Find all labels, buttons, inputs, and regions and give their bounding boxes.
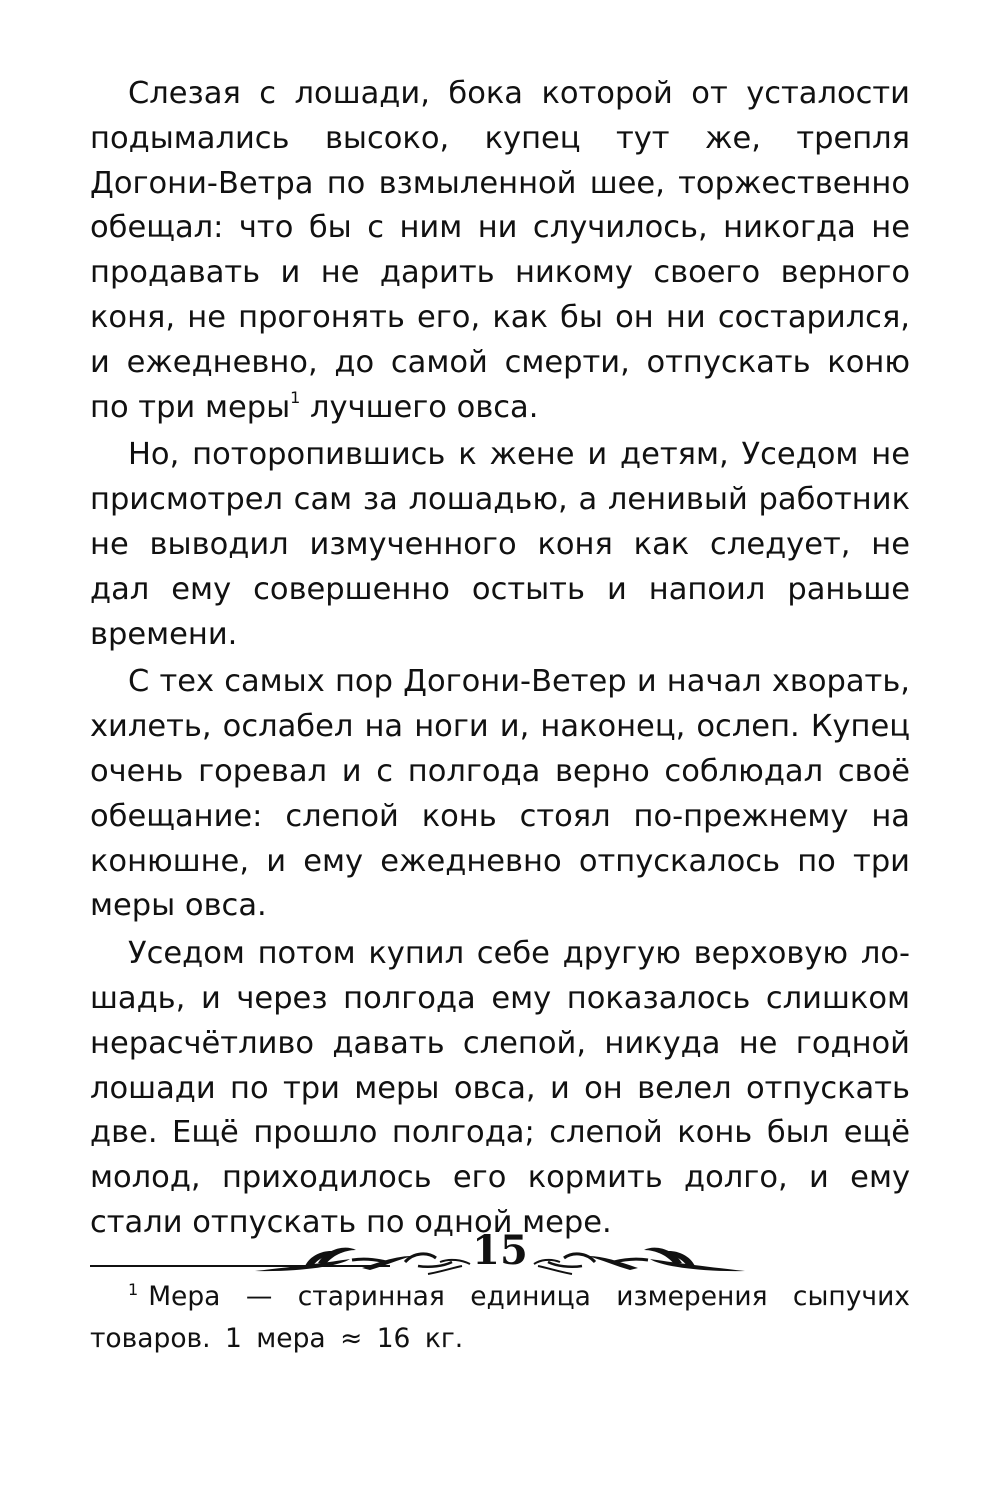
footnote-marker: 1 [128,1280,139,1299]
right-flourish-icon [534,1248,745,1274]
paragraph-1-text-end: лучшего овса. [300,389,539,425]
page-number: 15 [472,1227,528,1274]
paragraph-3: С тех самых пор Догони-Ветер и начал хворать, хилеть, ослабел на ноги и, наконец, ослеп. Купец очень горевал и с полгода верно соблюдал своё обещание: слепой конь стоял по-прежнему на конюшне, и ему ежедневно отпускалось по три меры овса. [90,664,910,924]
paragraph-4: Уседом потом купил себе другую верховую лошадь, и через полгода ему показалось слишком нерасчётливо давать слепой, никуда не годной лошади по три меры овса, и он велел отпускать две. Ещё прошло полгода; слепой конь был ещё молод, приходилось его кормить долго, и ему стали отпускать по одной мере. [90,936,910,1240]
paragraph-2: Но, поторопившись к жене и детям, Уседом не присмотрел сам за лошадью, а ленивый работник не выводил измученного коня как следует, не дал ему совершенно остыть и напоил раньше времени. [90,437,910,652]
paragraph-1-text: Слезая с лошади, бока которой от усталости подымались высоко, купец тут же, трепля Догони-Ветра по взмыленной шее, торжественно обещал: что бы с ним ни случилось, никогда не продавать и не дарить никому своего верного коня, не прогонять его, как бы он ни состарился, и ежедневно, до самой смерти, отпускать коню по три меры [90,76,910,425]
body-text [90,72,910,1246]
footnote-reference: 1 [290,387,301,407]
left-flourish-icon [255,1248,470,1274]
footnote-text: Мера — старинная единица измерения сыпучих товаров. 1 мера ≈ 16 кг. [90,1281,910,1354]
paragraph-1 [90,72,910,430]
